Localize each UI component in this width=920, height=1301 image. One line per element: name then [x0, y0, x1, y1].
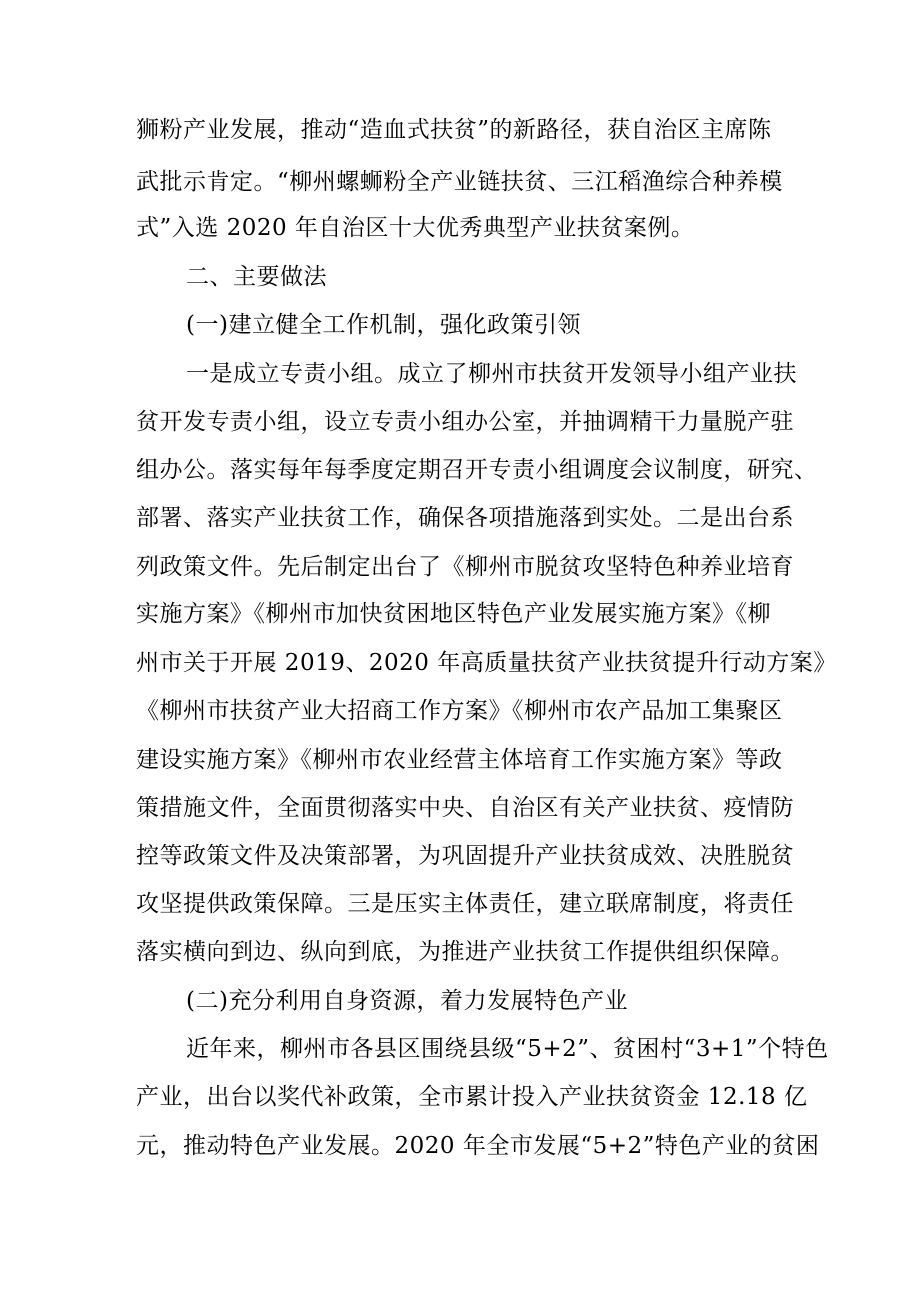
text-line: 策措施文件，全面贯彻落实中央、自治区有关产业扶贫、疫情防	[136, 795, 794, 821]
subsection-heading: (二)充分利用自身资源，着力发展特色产业	[186, 988, 628, 1014]
subsection-heading: (一)建立健全工作机制，强化政策引领	[186, 312, 581, 338]
text-line: 列政策文件。先后制定出台了《柳州市脱贫攻坚特色种养业培育	[136, 554, 794, 580]
paragraph-start-line: 近年来，柳州市各县区围绕县级“5+2”、贫困村“3+1”个特色	[186, 1036, 829, 1062]
text-line: 建设实施方案》《柳州市农业经营主体培育工作实施方案》等政	[136, 747, 783, 773]
text-line: 落实横向到边、纵向到底，为推进产业扶贫工作提供组织保障。	[136, 939, 794, 965]
text-line: 实施方案》《柳州市加快贫困地区特色产业发展实施方案》《柳	[136, 601, 771, 627]
section-heading: 二、主要做法	[186, 264, 327, 290]
text-line: 贫开发专责小组，设立专责小组办公室，并抽调精干力量脱产驻	[136, 409, 794, 435]
text-line: 《柳州市扶贫产业大招商工作方案》《柳州市农产品加工集聚区	[136, 698, 783, 724]
text-line: 部署、落实产业扶贫工作，确保各项措施落到实处。二是出台系	[136, 505, 794, 531]
text-line: 控等政策文件及决策部署，为巩固提升产业扶贫成效、决胜脱贫	[136, 843, 794, 869]
paragraph-start-line: 一是成立专责小组。成立了柳州市扶贫开发领导小组产业扶	[186, 361, 797, 387]
text-line: 州市关于开展 2019、2020 年高质量扶贫产业扶贫提升行动方案》	[136, 650, 837, 676]
text-line: 武批示肯定。“柳州螺蛳粉全产业链扶贫、三江稻渔综合种养模	[136, 169, 783, 195]
text-line: 狮粉产业发展，推动“造血式扶贫”的新路径，获自治区主席陈	[136, 117, 772, 143]
text-line: 产业，出台以奖代补政策，全市累计投入产业扶贫资金 12.18 亿	[136, 1084, 808, 1110]
text-line: 攻坚提供政策保障。三是压实主体责任，建立联席制度，将责任	[136, 891, 794, 917]
text-line: 元，推动特色产业发展。2020 年全市发展“5+2”特色产业的贫困	[136, 1133, 820, 1159]
text-line: 式”入选 2020 年自治区十大优秀典型产业扶贫案例。	[136, 215, 695, 241]
text-line: 组办公。落实每年每季度定期召开专责小组调度会议制度，研究、	[136, 457, 818, 483]
